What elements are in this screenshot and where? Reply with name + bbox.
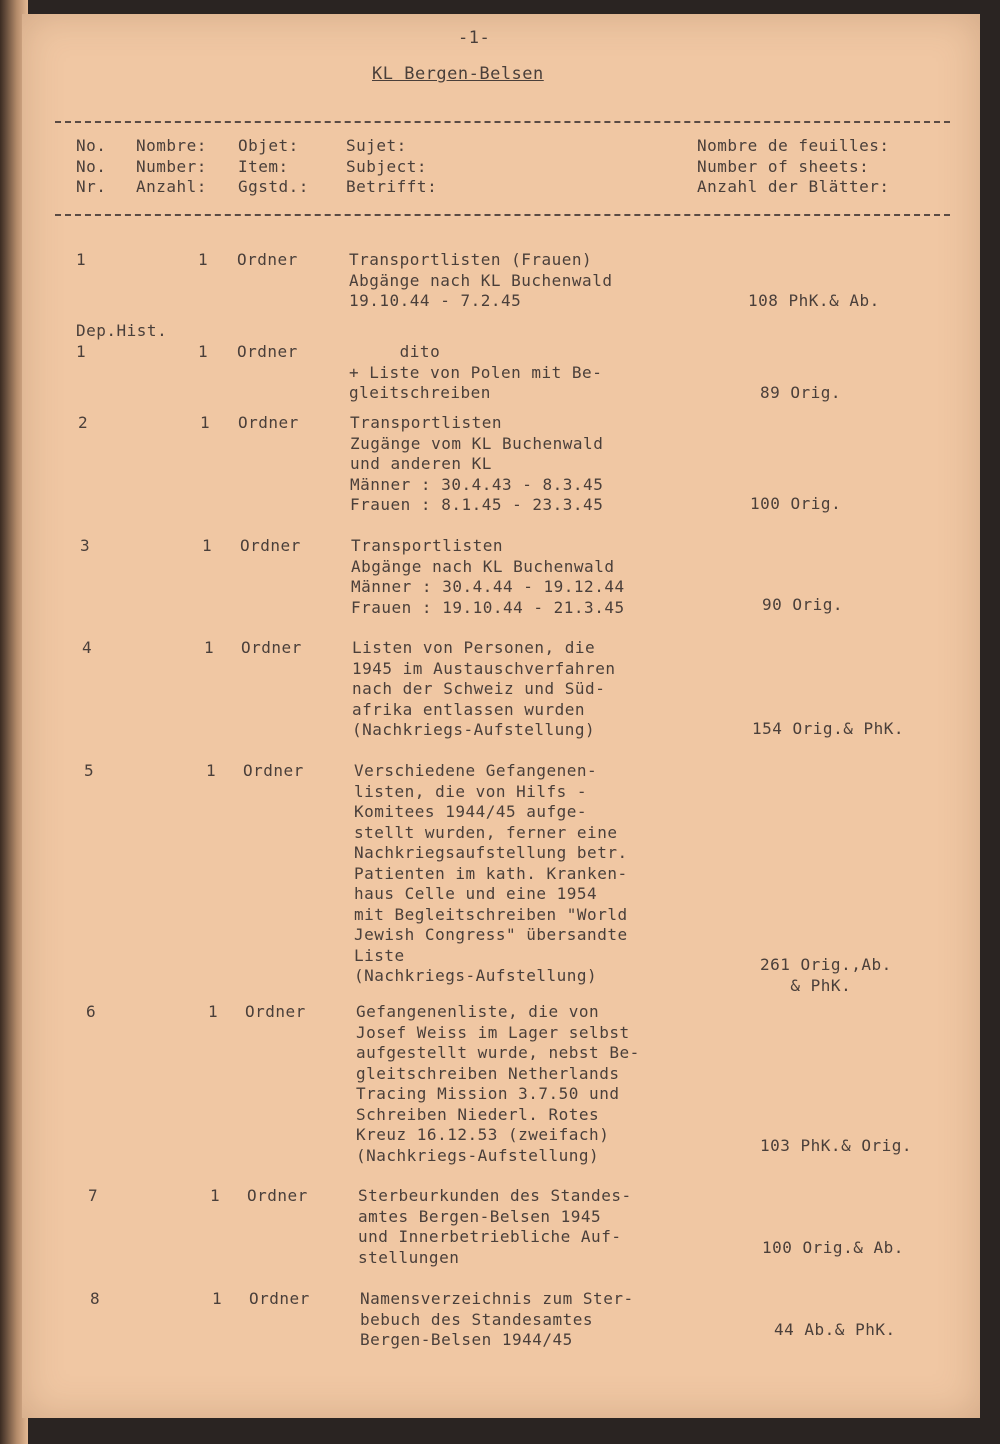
entry-item: Ordner [249, 1289, 310, 1308]
entry-subject: Transportlisten (Frauen) Abgänge nach KL Buchenwald 19.10.44 - 7.2.45 [349, 250, 613, 310]
entry-no: 1 [76, 250, 87, 269]
entry-count: 1 [204, 638, 215, 657]
entry-subject: Transportlisten Zugänge vom KL Buchenwald und anderen KL Männer : 30.4.43 - 8.3.45 Frauen : 8.1.45 - 23.3.45 [350, 413, 604, 514]
header-item: Objet: Item: Ggstd.: [238, 136, 309, 196]
entry-sheets: 103 PhK.& Orig. [760, 1136, 912, 1155]
header-subject: Sujet: Subject: Betrifft: [346, 136, 438, 196]
entry-sheets: 261 Orig.,Ab. & PhK. [760, 955, 892, 995]
entry-no: 3 [80, 536, 91, 555]
entry-count: 1 [200, 413, 211, 432]
entry-count: 1 [202, 536, 213, 555]
entry-count: 1 [206, 761, 217, 780]
entry-no: 5 [84, 761, 95, 780]
entry-sheets: 90 Orig. [762, 595, 844, 614]
entry-subject: Sterbeurkunden des Standes- amtes Bergen-Belsen 1945 und Innerbetriebliche Auf- stellungen [358, 1186, 632, 1267]
entry-no: 6 [86, 1002, 97, 1021]
entry-subject: Listen von Personen, die 1945 im Austauschverfahren nach der Schweiz und Süd- afrika entlassen wurden (Nachkriegs-Aufstellung) [352, 638, 616, 739]
entry-item: Ordner [245, 1002, 306, 1021]
header-no: No. No. Nr. [76, 136, 107, 196]
entry-sheets: 100 Orig. [750, 494, 842, 513]
entry-sheets: 89 Orig. [760, 383, 842, 402]
entry-subject: Gefangenenliste, die von Josef Weiss im Lager selbst aufgestellt wurde, nebst Be- gleitschreiben Netherlands Tracing Mission 3.7.50 und Schreiben Niederl. Rotes Kreuz 16.12.53 (zweifach) (Nachkriegs-Aufstellung) [356, 1002, 640, 1165]
entry-item: Ordner [237, 250, 298, 269]
entry-item: Ordner [247, 1186, 308, 1205]
header-sheets: Nombre de feuilles: Number of sheets: Anzahl der Blätter: [697, 136, 890, 196]
entry-no: 1 [76, 342, 87, 361]
entry-item: Ordner [241, 638, 302, 657]
entry-sheets: 100 Orig.& Ab. [762, 1238, 904, 1257]
entry-pre-label: Dep.Hist. [76, 321, 168, 340]
entry-sheets: 154 Orig.& PhK. [752, 719, 904, 738]
entry-no: 7 [88, 1186, 99, 1205]
header-rule-bottom [55, 214, 950, 216]
header-rule-top [55, 121, 950, 123]
entry-subject: dito + Liste von Polen mit Be- gleitschreiben [349, 342, 603, 402]
page-number: -1- [458, 28, 491, 48]
entry-no: 2 [78, 413, 89, 432]
entry-count: 1 [208, 1002, 219, 1021]
entry-sheets: 44 Ab.& PhK. [774, 1320, 896, 1339]
entry-subject: Verschiedene Gefangenen- listen, die von Hilfs - Komitees 1944/45 aufge- stellt wurden, ferner eine Nachkriegsaufstellung betr. Patienten im kath. Kranken- haus Celle und eine 1954 mit Begleitschreiben "World Jewish Congress" übersandte Liste (Nachkriegs-Aufstellung) [354, 761, 628, 985]
entry-subject: Namensverzeichnis zum Ster- bebuch des Standesamtes Bergen-Belsen 1944/45 [360, 1289, 634, 1349]
entry-subject: Transportlisten Abgänge nach KL Buchenwald Männer : 30.4.44 - 19.12.44 Frauen : 19.10.44 - 21.3.45 [351, 536, 625, 617]
entry-item: Ordner [238, 413, 299, 432]
entry-no: 4 [82, 638, 93, 657]
entry-item: Ordner [237, 342, 298, 361]
entry-count: 1 [210, 1186, 221, 1205]
entry-count: 1 [212, 1289, 223, 1308]
entry-no: 8 [90, 1289, 101, 1308]
entry-item: Ordner [243, 761, 304, 780]
entry-sheets: 108 PhK.& Ab. [748, 291, 880, 310]
document-title: KL Bergen-Belsen [372, 64, 544, 84]
header-number: Nombre: Number: Anzahl: [136, 136, 207, 196]
entry-count: 1 [198, 342, 209, 361]
entry-item: Ordner [240, 536, 301, 555]
entry-count: 1 [198, 250, 209, 269]
